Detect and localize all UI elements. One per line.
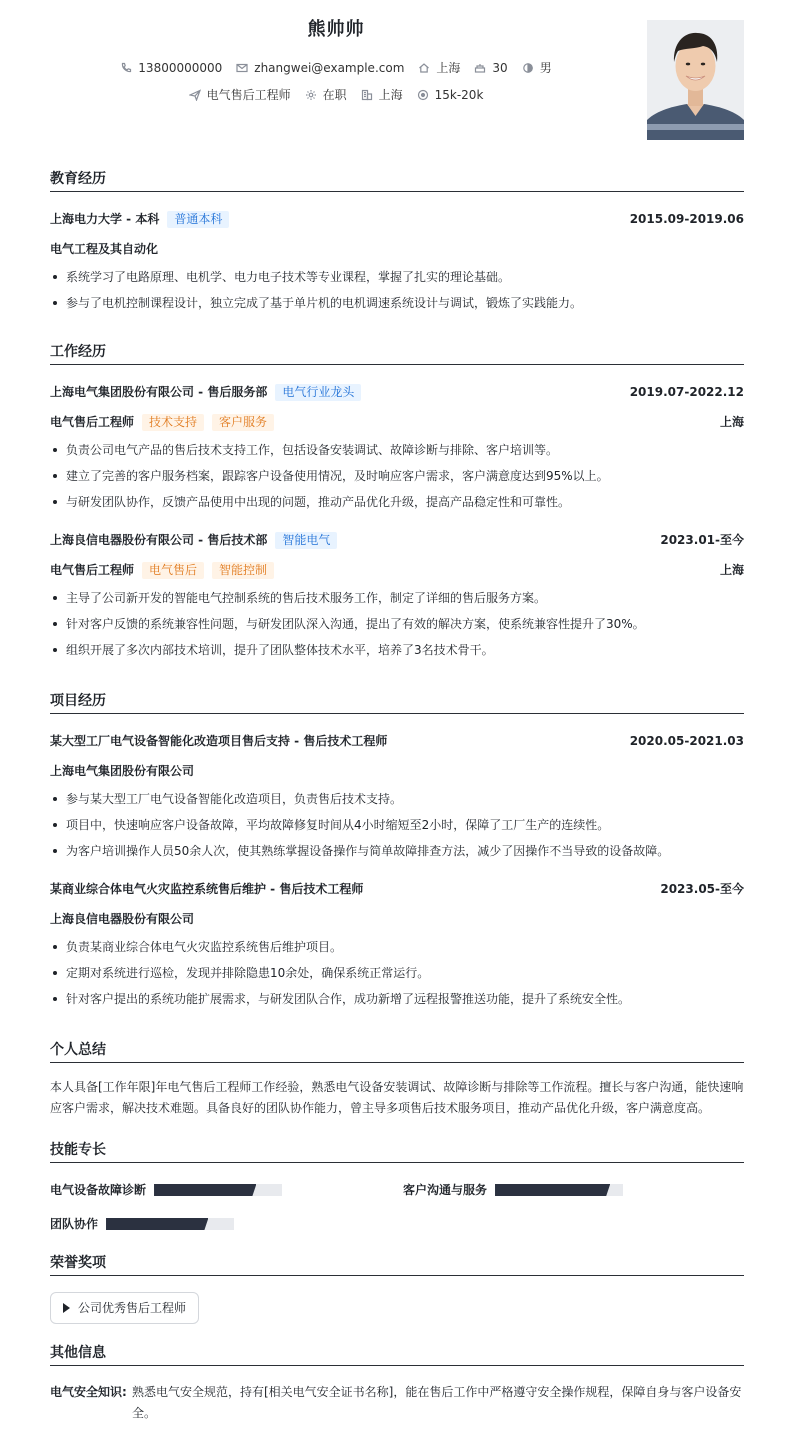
education-title: 教育经历 — [50, 168, 744, 192]
salary-text: 15k-20k — [434, 88, 484, 102]
gender-icon — [522, 62, 534, 74]
work-0-company: 上海电气集团股份有限公司 - 售后服务部 — [50, 385, 268, 399]
other-section — [50, 1342, 744, 1424]
avatar — [647, 20, 744, 140]
avatar-photo — [647, 20, 744, 140]
education-major-row — [50, 234, 744, 264]
target-city-text: 上海 — [378, 88, 403, 102]
work-section — [50, 341, 744, 663]
skill-bar — [495, 1184, 623, 1196]
list-item: 负责公司电气产品的售后技术支持工作，包括设备安装调试、故障诊断与排除、客户培训等。 — [50, 437, 744, 463]
project-1-date: 2023.05-至今 — [660, 882, 744, 896]
projects-section — [50, 690, 744, 1012]
building-icon — [361, 89, 373, 101]
projects-title: 项目经历 — [50, 690, 744, 714]
skill-bar — [154, 1184, 282, 1196]
skill-bar-fill — [154, 1184, 256, 1196]
project-0-company-row — [50, 756, 744, 786]
project-1-header-row — [50, 874, 744, 904]
job-title-text: 电气售后工程师 — [206, 88, 291, 102]
work-0-header-row — [50, 377, 744, 407]
list-item: 建立了完善的客户服务档案，跟踪客户设备使用情况，及时响应客户需求，客户满意度达到95%以上。 — [50, 463, 744, 489]
work-1-role-row — [50, 555, 744, 585]
work-0-company-tag: 电气行业龙头 — [275, 384, 361, 401]
skill-bar-fill — [106, 1218, 208, 1230]
skills-title: 技能专长 — [50, 1139, 744, 1163]
contact-row — [50, 59, 622, 77]
list-item: 参与某大型工厂电气设备智能化改造项目，负责售后技术支持。 — [50, 786, 744, 812]
skill-name: 团队协作 — [50, 1217, 99, 1231]
project-1-title: 某商业综合体电气火灾监控系统售后维护 - 售后技术工程师 — [50, 882, 364, 896]
project-0-date: 2020.05-2021.03 — [629, 734, 744, 748]
gender-item — [522, 59, 552, 77]
awards-title: 荣誉奖项 — [50, 1252, 744, 1276]
list-item: 组织开展了多次内部技术培训，提升了团队整体技术水平，培养了3名技术骨干。 — [50, 637, 744, 663]
skills-section — [50, 1139, 744, 1243]
status-item — [305, 86, 347, 104]
skill-name: 客户沟通与服务 — [403, 1183, 488, 1197]
email-item — [236, 59, 404, 77]
project-1-company: 上海良信电器股份有限公司 — [50, 912, 195, 926]
work-1-header-row — [50, 525, 744, 555]
gender-text: 男 — [539, 61, 552, 75]
skill-name: 电气设备故障诊断 — [50, 1183, 147, 1197]
other-value: 熟悉电气安全规范，持有[相关电气安全证书名称]，能在售后工作中严格遵守安全操作规程，保障自身与客户设备安全。 — [132, 1385, 742, 1420]
list-item: 项目中，快速响应客户设备故障，平均故障修复时间从4小时缩短至2小时，保障了工厂生产的连续性。 — [50, 812, 744, 838]
work-0-location: 上海 — [719, 415, 744, 429]
list-item: 针对客户提出的系统功能扩展需求，与研发团队合作，成功新增了远程报警推送功能，提升了系统安全性。 — [50, 986, 744, 1012]
list-item: 与研发团队协作，反馈产品使用中出现的问题，推动产品优化升级，提高产品稳定性和可靠性。 — [50, 489, 744, 515]
skill-item — [50, 1181, 282, 1199]
work-1-role: 电气售后工程师 — [50, 563, 135, 577]
skill-bar — [106, 1218, 234, 1230]
phone-icon — [120, 62, 132, 74]
skill-item — [403, 1181, 623, 1199]
work-0-role: 电气售后工程师 — [50, 415, 135, 429]
list-item: 为客户培训操作人员50余人次，使其熟练掌握设备操作与简单故障排查方法，减少了因操作不当导致的设备故障。 — [50, 838, 744, 864]
education-bullets — [50, 264, 744, 316]
education-tag: 普通本科 — [167, 211, 229, 228]
education-section — [50, 168, 744, 316]
phone-text: 13800000000 — [138, 61, 223, 75]
work-0-date: 2019.07-2022.12 — [629, 385, 744, 399]
skill-bar-fill — [495, 1184, 610, 1196]
project-0-header-row — [50, 726, 744, 756]
home-icon — [418, 62, 430, 74]
award-label: 公司优秀售后工程师 — [78, 1301, 187, 1315]
coin-icon — [417, 89, 429, 101]
education-school: 上海电力大学 - 本科 — [50, 212, 160, 226]
work-0-bullets — [50, 437, 744, 515]
age-item — [474, 59, 507, 77]
list-item: 主导了公司新开发的智能电气控制系统的售后技术服务工作，制定了详细的售后服务方案。 — [50, 585, 744, 611]
project-1-company-row — [50, 904, 744, 934]
cake-icon — [474, 62, 486, 74]
candidate-name: 熊帅帅 — [307, 19, 365, 40]
work-title: 工作经历 — [50, 341, 744, 365]
city-text: 上海 — [436, 61, 461, 75]
summary-text: 本人具备[工作年限]年电气售后工程师工作经验，熟悉电气设备安装调试、故障诊断与排除等工作流程。擅长与客户沟通，能快速响应客户需求，解决技术难题。具备良好的团队协作能力，曾主导多项售后技术服务项目，推动产品优化升级，客户满意度高。 — [50, 1080, 744, 1115]
project-0-company: 上海电气集团股份有限公司 — [50, 764, 195, 778]
other-item — [50, 1366, 744, 1424]
education-header-row — [50, 204, 744, 234]
work-1-tag: 智能控制 — [212, 562, 274, 579]
award-item[interactable] — [50, 1292, 199, 1324]
work-1-tag: 电气售后 — [142, 562, 204, 579]
work-1-date: 2023.01-至今 — [660, 533, 744, 547]
education-major: 电气工程及其自动化 — [50, 242, 159, 256]
gear-icon — [305, 89, 317, 101]
age-text: 30 — [492, 61, 508, 75]
target-city-item — [361, 86, 403, 104]
summary-title: 个人总结 — [50, 1039, 744, 1063]
other-title: 其他信息 — [50, 1342, 744, 1366]
work-0-tag: 技术支持 — [142, 414, 204, 431]
awards-section — [50, 1252, 744, 1324]
list-item: 系统学习了电路原理、电机学、电力电子技术等专业课程，掌握了扎实的理论基础。 — [50, 264, 744, 290]
skills-list — [50, 1163, 744, 1243]
project-0-bullets — [50, 786, 744, 864]
phone-item — [120, 59, 222, 77]
work-1-company-tag: 智能电气 — [275, 532, 337, 549]
job-title-item — [189, 86, 291, 104]
work-1-location: 上海 — [719, 563, 744, 577]
salary-item — [417, 86, 484, 104]
work-1-company: 上海良信电器股份有限公司 - 售后技术部 — [50, 533, 268, 547]
work-0-role-row — [50, 407, 744, 437]
list-item: 负责某商业综合体电气火灾监控系统售后维护项目。 — [50, 934, 744, 960]
list-item: 定期对系统进行巡检，发现并排除隐患10余处，确保系统正常运行。 — [50, 960, 744, 986]
email-text: zhangwei@example.com — [254, 61, 405, 75]
list-item: 针对客户反馈的系统兼容性问题，与研发团队深入沟通，提出了有效的解决方案，使系统兼容性提升了30%。 — [50, 611, 744, 637]
status-text: 在职 — [322, 88, 347, 102]
job-intent-row — [50, 86, 622, 104]
list-item: 参与了电机控制课程设计，独立完成了基于单片机的电机调速系统设计与调试，锻炼了实践能力。 — [50, 290, 744, 316]
play-icon — [63, 1303, 70, 1313]
resume-header — [50, 0, 744, 150]
education-date: 2015.09-2019.06 — [629, 212, 744, 226]
send-icon — [189, 89, 201, 101]
summary-section — [50, 1039, 744, 1119]
city-item — [418, 59, 460, 77]
skill-item — [50, 1215, 234, 1233]
project-0-title: 某大型工厂电气设备智能化改造项目售后支持 - 售后技术工程师 — [50, 734, 388, 748]
work-0-tag: 客户服务 — [212, 414, 274, 431]
work-1-bullets — [50, 585, 744, 663]
project-1-bullets — [50, 934, 744, 1012]
other-key: 电气安全知识: — [50, 1385, 127, 1399]
mail-icon — [236, 62, 248, 74]
